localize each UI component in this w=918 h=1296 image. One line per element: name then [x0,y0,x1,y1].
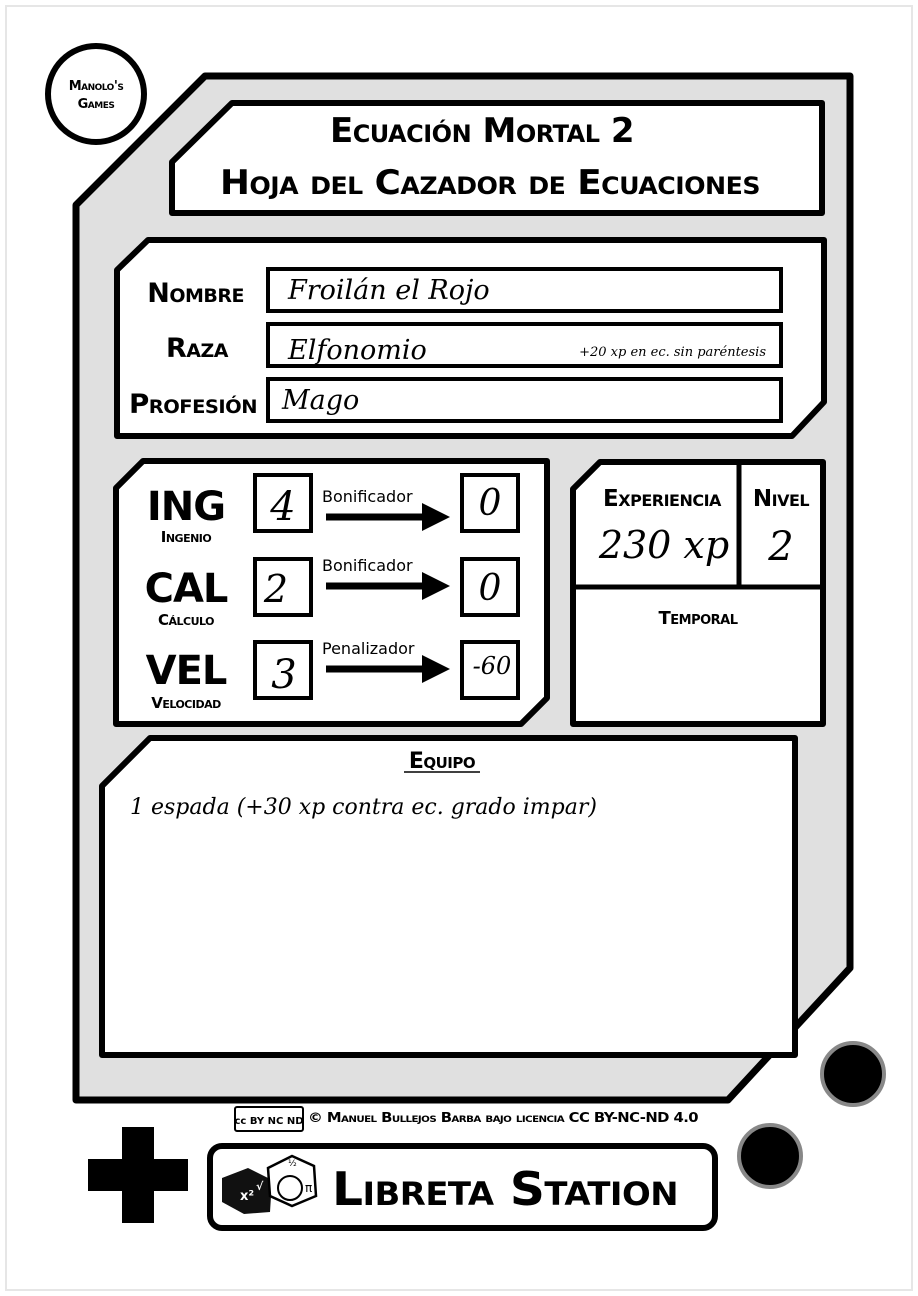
logo-line1: Manolo's [68,79,124,94]
raza-value: Elfonomio [288,335,427,366]
dice-label-x2: x² [240,1189,255,1204]
ing-modifier-value: 0 [478,483,502,524]
round-button-a[interactable] [822,1043,884,1105]
equipo-items: 1 espada (+30 xp contra ec. grado impar) [130,795,597,820]
experiencia-label: Experiencia [603,486,721,512]
ing-value: 4 [270,484,296,530]
round-button-b[interactable] [739,1125,801,1187]
dpad-vertical[interactable] [122,1127,154,1223]
nombre-label: Nombre [147,278,244,309]
profesion-value: Mago [282,385,360,416]
sheet-subtitle: Hoja del Cazador de Ecuaciones [220,163,760,203]
nombre-value: Froilán el Rojo [288,275,490,306]
cal-name: Cálculo [157,611,215,629]
dice-logo-icon [278,1176,302,1200]
experiencia-value: 230 xp [598,523,730,567]
dice-label-root: √ [256,1180,264,1193]
ing-abbr: ING [146,484,226,530]
vel-value: 3 [271,652,297,698]
vel-modifier-label: Penalizador [322,639,415,658]
nivel-label: Nivel [752,486,810,512]
cal-value: 2 [263,567,289,611]
equipo-label: Equipo [408,749,476,774]
manolos-games-logo [48,46,144,142]
vel-modifier-value: -60 [472,652,512,680]
raza-label: Raza [166,333,228,364]
nivel-value: 2 [768,524,794,570]
dice-label-pi: π [305,1181,313,1195]
cal-modifier-label: Bonificador [322,556,413,575]
cc-badge-text: cc BY NC ND [234,1116,304,1127]
license-text: © Manuel Bullejos Barba bajo licencia CC BY-NC-ND 4.0 [308,1111,699,1126]
ing-name: Ingenio [160,528,212,546]
dice-label-half: ½ [288,1159,297,1169]
brand-name: Libreta Station [332,1162,678,1216]
cal-modifier-value: 0 [478,568,502,609]
temporal-label: Temporal [658,608,738,629]
logo-line2: Games [77,97,115,112]
ing-modifier-label: Bonificador [322,487,413,506]
vel-abbr: VEL [145,648,227,694]
raza-note: +20 xp en ec. sin paréntesis [579,345,766,360]
vel-name: Velocidad [151,694,221,712]
equipo-box [102,738,795,1055]
profesion-label: Profesión [129,389,257,420]
sheet-title: Ecuación Mortal 2 [329,111,635,151]
cal-abbr: CAL [144,566,228,612]
